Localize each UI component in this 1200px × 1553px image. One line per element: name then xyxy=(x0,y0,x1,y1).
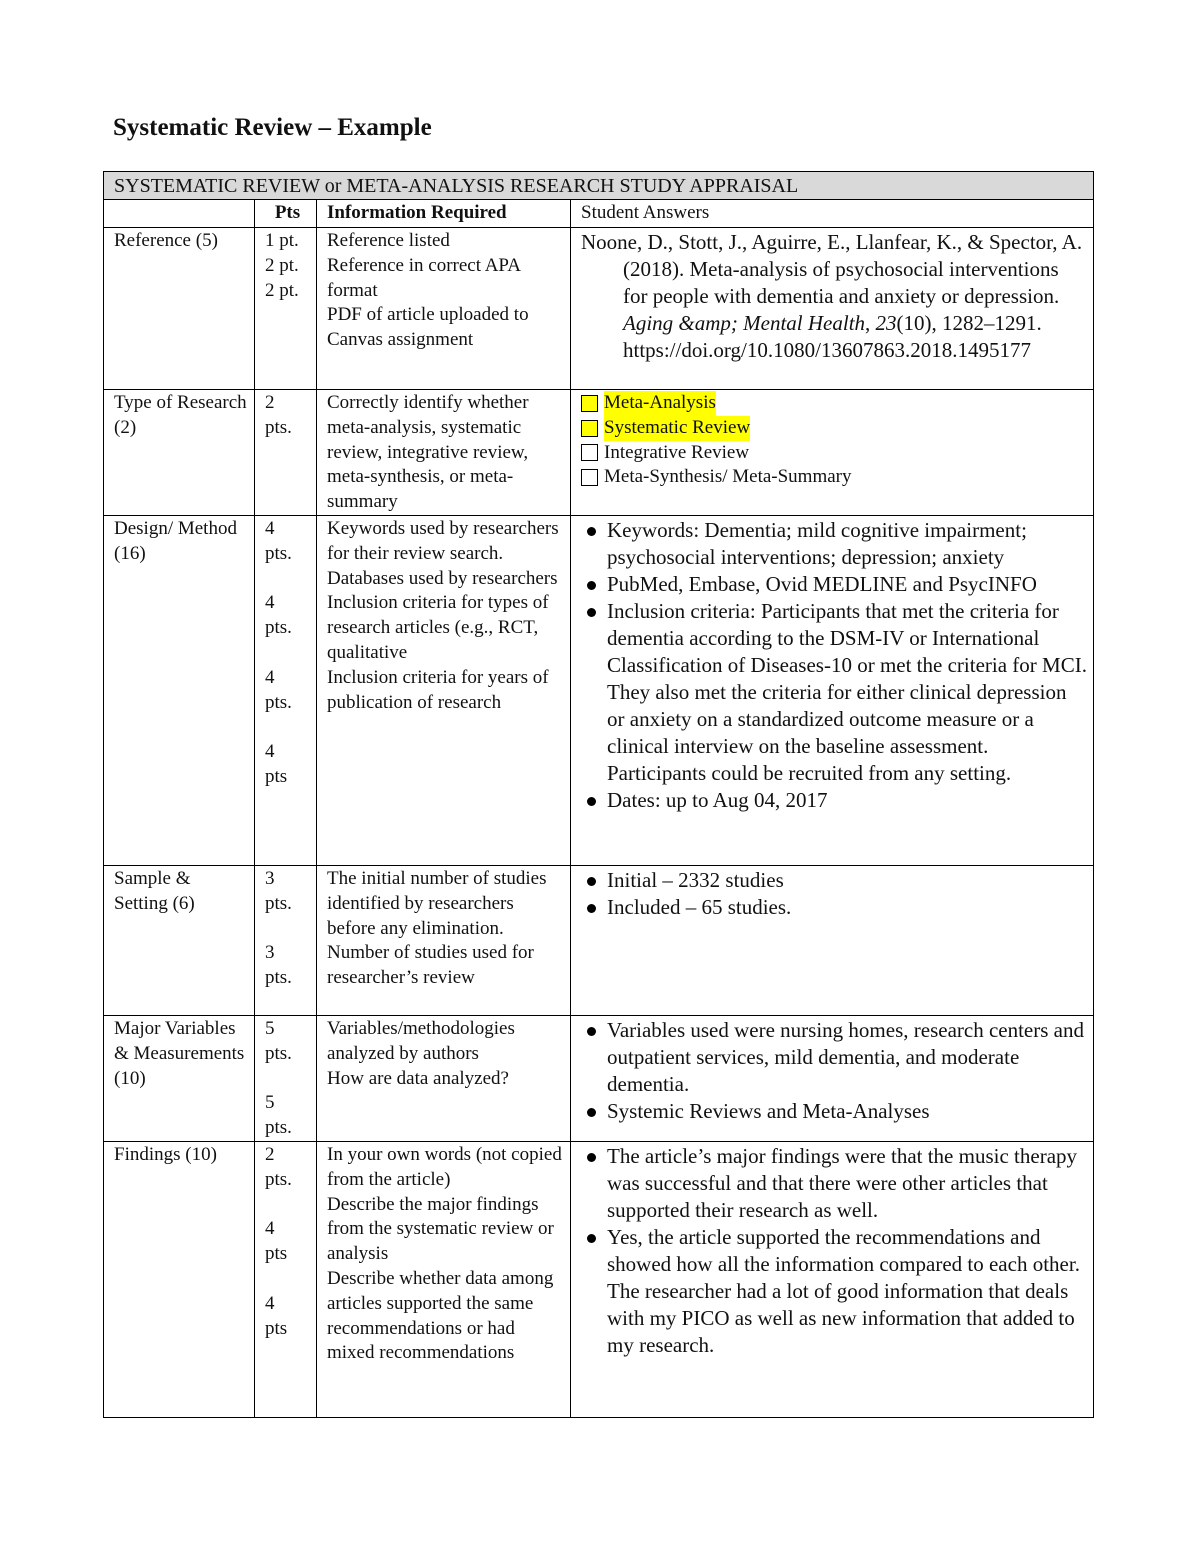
points-value: 5 xyxy=(265,1017,275,1039)
criterion-label: Sample & Setting (6) xyxy=(104,865,255,1015)
points-value: pts. xyxy=(265,892,292,914)
table-row-reference xyxy=(104,228,1094,390)
points-value: 2 pt. xyxy=(265,279,299,301)
citation-journal: Aging &amp; Mental Health xyxy=(623,311,866,335)
option-label: Meta-Analysis xyxy=(604,391,716,416)
reference-citation xyxy=(581,229,1087,364)
checkbox-icon[interactable] xyxy=(581,420,598,437)
info-item: Reference listed xyxy=(327,230,450,251)
spacer xyxy=(265,1267,310,1292)
table-row-major-variables xyxy=(104,1015,1094,1141)
spacer xyxy=(265,567,310,592)
info-item: Reference in correct APA format xyxy=(327,254,520,301)
points-cell xyxy=(255,1141,317,1417)
points-value: 3 xyxy=(265,867,275,889)
criterion-label: Major Variables & Measurements (10) xyxy=(104,1015,255,1141)
table-row-type-of-research xyxy=(104,390,1094,516)
spacer xyxy=(265,715,310,740)
checkbox-icon[interactable] xyxy=(581,444,598,461)
header-pts: Pts xyxy=(255,200,317,228)
answer-cell xyxy=(571,228,1094,390)
list-item: Keywords: Dementia; mild cognitive impairment; psychosocial interventions; depression; anxiety xyxy=(607,517,1087,571)
spacer xyxy=(265,917,310,942)
answer-cell xyxy=(571,515,1094,865)
points-value: pts xyxy=(265,1243,288,1265)
criterion-label: Reference (5) xyxy=(104,228,255,390)
points-value: 4 xyxy=(265,517,275,539)
points-value: pts. xyxy=(265,1168,292,1190)
points-cell xyxy=(255,515,317,865)
points-value: 4 xyxy=(265,592,275,614)
points-value: 4 xyxy=(265,741,275,763)
info-cell xyxy=(317,1141,571,1417)
criterion-label: Design/ Method (16) xyxy=(104,515,255,865)
citation-authors: Noone, D., Stott, J., Aguirre, E., Llanfear, K., & Spector, A. (2018). Meta-analysis of psychosocial interventions for people with dementia and anxiety or depression. xyxy=(581,230,1083,308)
points-value: 5 xyxy=(265,1092,275,1114)
answer-list xyxy=(581,1017,1087,1125)
info-cell xyxy=(317,865,571,1015)
list-item: Yes, the article supported the recommendations and showed how all the information compared to each other. The researcher had a lot of good information that deals with my PICO as well as new information that added to my research. xyxy=(607,1224,1087,1359)
header-student-answers: Student Answers xyxy=(571,200,1094,228)
spacer xyxy=(265,641,310,666)
points-cell xyxy=(255,390,317,516)
citation-rest: (10), 1282–1291. https://doi.org/10.1080/13607863.2018.1495177 xyxy=(623,311,1042,362)
answer-list xyxy=(581,517,1087,814)
list-item: Initial – 2332 studies xyxy=(607,867,1087,894)
list-item: PubMed, Embase, Ovid MEDLINE and PsycINFO xyxy=(607,571,1087,598)
points-value: 1 pt. xyxy=(265,230,299,251)
points-value: pts xyxy=(265,765,288,787)
info-item: Describe the major findings from the systematic review or analysis xyxy=(327,1193,554,1265)
banner-row xyxy=(104,172,1094,200)
list-item: The article’s major findings were that the music therapy was successful and that there were other articles that supported their research as well. xyxy=(607,1143,1087,1224)
list-item: Included – 65 studies. xyxy=(607,894,1087,921)
info-item: Inclusion criteria for years of publication of research xyxy=(327,666,549,713)
info-item: PDF of article uploaded to Canvas assignment xyxy=(327,304,529,351)
list-item: Systemic Reviews and Meta-Analyses xyxy=(607,1098,1087,1125)
list-item: Inclusion criteria: Participants that met the criteria for dementia according to the DSM-IV or International Classification of Diseases-10 or met the criteria for MCI. They also met the criteria for either clinical depression or anxiety on a standardized outcome measure or a clinical interview on the baseline assessment. Participants could be recruited from any setting. xyxy=(607,598,1087,785)
citation-separator: , xyxy=(865,311,876,335)
points-cell xyxy=(255,1015,317,1141)
points-value: 2 pt. xyxy=(265,254,299,276)
answer-list xyxy=(581,1143,1087,1359)
info-item: In your own words (not copied from the article) xyxy=(327,1143,562,1190)
option-meta-analysis[interactable] xyxy=(581,391,1087,416)
checkbox-icon[interactable] xyxy=(581,395,598,412)
list-item: Variables used were nursing homes, research centers and outpatient services, mild dementia, and moderate dementia. xyxy=(607,1017,1087,1098)
table-row-findings xyxy=(104,1141,1094,1417)
table-banner: SYSTEMATIC REVIEW or META-ANALYSIS RESEARCH STUDY APPRAISAL xyxy=(104,172,1094,200)
points-value: pts xyxy=(265,1317,288,1339)
info-item: Inclusion criteria for types of research articles (e.g., RCT, qualitative xyxy=(327,592,549,663)
table-row-sample-setting xyxy=(104,865,1094,1015)
info-item: Variables/methodologies analyzed by authors xyxy=(327,1017,515,1064)
info-item: Keywords used by researchers for their review search. xyxy=(327,517,559,564)
spacer xyxy=(265,1067,310,1092)
points-value: pts. xyxy=(265,967,292,989)
table-row-design-method xyxy=(104,515,1094,865)
points-value: 4 xyxy=(265,1218,275,1240)
info-cell: Correctly identify whether meta-analysis, systematic review, integrative review, meta-synthesis, or meta-summary xyxy=(317,390,571,516)
points-value: 4 xyxy=(265,1292,275,1314)
info-cell xyxy=(317,515,571,865)
info-cell xyxy=(317,228,571,390)
answer-cell xyxy=(571,390,1094,516)
citation-volume: 23 xyxy=(875,311,897,335)
points-value: 3 xyxy=(265,942,275,964)
points-value: pts. xyxy=(265,416,292,438)
points-value: pts. xyxy=(265,691,292,713)
answer-cell xyxy=(571,1015,1094,1141)
list-item: Dates: up to Aug 04, 2017 xyxy=(607,787,1087,814)
info-item: Describe whether data among articles supported the same recommendations or had mixed recommendations xyxy=(327,1267,554,1364)
points-value: 4 xyxy=(265,666,275,688)
header-row xyxy=(104,200,1094,228)
info-item: Databases used by researchers xyxy=(327,567,558,589)
appraisal-table xyxy=(103,171,1094,1418)
info-item: The initial number of studies identified by researchers before any elimination. xyxy=(327,867,547,939)
points-value: 2 xyxy=(265,1143,275,1165)
checkbox-icon[interactable] xyxy=(581,469,598,486)
option-label: Integrative Review xyxy=(604,441,750,463)
info-item: Number of studies used for researcher’s review xyxy=(327,942,534,989)
points-value: 2 xyxy=(265,392,275,413)
page-title: Systematic Review – Example xyxy=(113,114,432,141)
answer-list xyxy=(581,867,1087,921)
points-value: pts. xyxy=(265,1117,292,1139)
points-cell xyxy=(255,228,317,390)
option-integrative-review[interactable] xyxy=(581,441,1087,466)
points-value: pts. xyxy=(265,1042,292,1064)
info-item: How are data analyzed? xyxy=(327,1067,509,1089)
points-cell xyxy=(255,865,317,1015)
points-value: pts. xyxy=(265,617,292,639)
option-systematic-review[interactable] xyxy=(581,416,1087,441)
answer-cell xyxy=(571,1141,1094,1417)
header-empty-cell xyxy=(104,200,255,228)
info-cell xyxy=(317,1015,571,1141)
option-label: Meta-Synthesis/ Meta-Summary xyxy=(604,466,852,488)
spacer xyxy=(265,1193,310,1218)
option-meta-synthesis[interactable] xyxy=(581,465,1087,490)
answer-cell xyxy=(571,865,1094,1015)
criterion-label: Type of Research (2) xyxy=(104,390,255,516)
points-value: pts. xyxy=(265,542,292,564)
criterion-label: Findings (10) xyxy=(104,1141,255,1417)
option-label: Systematic Review xyxy=(604,416,750,441)
header-info-required: Information Required xyxy=(317,200,571,228)
